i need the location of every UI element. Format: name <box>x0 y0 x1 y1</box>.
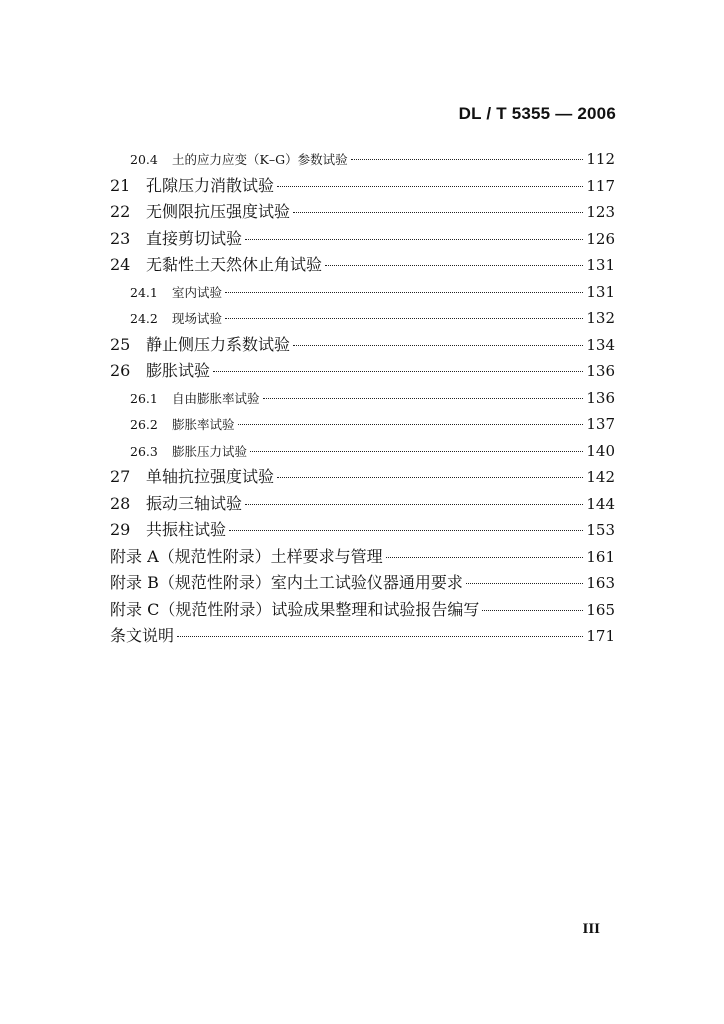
toc-entry-page: 131 <box>586 256 615 274</box>
toc-entry-page: 165 <box>586 600 615 619</box>
toc-entry-page: 140 <box>586 441 615 460</box>
toc-entry-title: 自由膨胀率试验 <box>172 390 260 406</box>
toc-entry-title: 室内试验 <box>172 284 223 300</box>
appendix-label: 附录 A（规范性附录） <box>110 546 271 566</box>
dot-leader <box>245 239 583 240</box>
toc-entry-page: 136 <box>586 388 615 407</box>
toc-entry-number: 21 <box>110 175 131 195</box>
toc-entry-title: 直接剪切试验 <box>146 228 243 248</box>
toc-entry-title: 单轴抗拉强度试验 <box>146 467 275 486</box>
toc-entry[interactable] <box>110 438 615 465</box>
dot-leader <box>466 583 583 584</box>
toc-entry-page: 161 <box>586 547 615 566</box>
toc-entry-title: 膨胀压力试验 <box>172 443 248 459</box>
toc-entry-page: 144 <box>586 494 615 513</box>
toc-entry-title: 无黏性土天然休止角试验 <box>146 255 323 274</box>
appendix-title: 试验成果整理和试验报告编写 <box>271 599 480 619</box>
toc-entry-page: 142 <box>586 468 615 486</box>
toc-entry[interactable] <box>110 173 615 200</box>
toc-entry-page: 117 <box>586 176 615 195</box>
toc-entry-number: 28 <box>110 493 131 513</box>
toc-entry-title: 孔隙压力消散试验 <box>146 175 275 195</box>
dot-leader <box>386 557 584 558</box>
dot-leader <box>225 292 583 293</box>
toc-entry[interactable] <box>110 226 615 253</box>
toc-entry-title: 振动三轴试验 <box>146 493 243 513</box>
toc-entry-number: 27 <box>110 467 131 486</box>
toc-entry[interactable] <box>110 252 615 279</box>
toc-entry[interactable] <box>110 305 615 332</box>
toc-appendix-a[interactable] <box>110 544 615 571</box>
dot-leader <box>351 159 584 160</box>
toc-entry-title: 现场试验 <box>172 311 223 326</box>
toc-entry-title: 无侧限抗压强度试验 <box>146 202 291 221</box>
toc-entry[interactable] <box>110 358 615 385</box>
toc-entry-title: 共振柱试验 <box>146 520 227 539</box>
toc-entry[interactable] <box>110 411 615 438</box>
toc-entry-page: 137 <box>586 415 615 433</box>
toc-entry[interactable] <box>110 491 615 518</box>
toc-entry-number: 23 <box>110 228 131 248</box>
toc-entry-page: 171 <box>586 627 615 645</box>
toc-entry-page: 153 <box>586 521 615 539</box>
dot-leader <box>229 530 583 531</box>
toc-entry[interactable] <box>110 279 615 306</box>
toc-entry-page: 126 <box>586 229 615 248</box>
page-number: III <box>582 921 600 937</box>
toc-entry-page: 112 <box>586 150 615 168</box>
toc-entry-page: 123 <box>586 203 615 221</box>
dot-leader <box>293 212 583 213</box>
dot-leader <box>238 424 584 425</box>
toc-entry-page: 131 <box>586 282 615 301</box>
explanation-title: 条文说明 <box>110 626 175 645</box>
dot-leader <box>250 451 583 452</box>
dot-leader <box>263 398 584 399</box>
toc-entry[interactable] <box>110 385 615 412</box>
toc-entry-number: 24.2 <box>130 311 158 326</box>
dot-leader <box>325 265 583 266</box>
toc-entry-number: 26.2 <box>130 417 158 432</box>
toc-entry[interactable] <box>110 146 615 173</box>
dot-leader <box>245 504 583 505</box>
toc-entry-number: 29 <box>110 520 131 539</box>
toc-entry-number: 24 <box>110 255 131 274</box>
dot-leader <box>482 610 583 611</box>
toc-appendix-b[interactable] <box>110 570 615 597</box>
toc-entry-number: 26 <box>110 361 131 380</box>
toc-entry[interactable] <box>110 464 615 491</box>
toc-entry-number: 26.1 <box>130 390 158 406</box>
toc-entry-title: 静止侧压力系数试验 <box>146 334 291 354</box>
dot-leader <box>293 345 583 346</box>
toc-appendix-c[interactable] <box>110 597 615 624</box>
toc-entry-title: 膨胀试验 <box>146 361 211 380</box>
dot-leader <box>213 371 583 372</box>
dot-leader <box>225 318 583 319</box>
toc-entry-page: 136 <box>586 362 615 380</box>
dot-leader <box>177 636 583 637</box>
toc-explanation[interactable] <box>110 623 615 650</box>
toc-entry-number: 25 <box>110 334 131 354</box>
toc-entry[interactable] <box>110 199 615 226</box>
toc-entry-page: 163 <box>586 574 615 592</box>
toc-entry-title: 土的应力应变（K–G）参数试验 <box>172 152 348 167</box>
toc-entry-title: 膨胀率试验 <box>172 417 235 432</box>
dot-leader <box>277 186 583 187</box>
toc-entry-number: 20.4 <box>130 152 158 167</box>
appendix-label: 附录 C（规范性附录） <box>110 599 272 619</box>
document-code: DL / T 5355 — 2006 <box>458 104 616 123</box>
toc-entry-page: 132 <box>586 309 615 327</box>
appendix-title: 土样要求与管理 <box>270 546 383 566</box>
toc-entry-page: 134 <box>586 335 615 354</box>
table-of-contents <box>110 146 615 650</box>
toc-entry-number: 26.3 <box>130 443 158 459</box>
toc-entry[interactable] <box>110 332 615 359</box>
toc-entry-number: 22 <box>110 202 131 221</box>
appendix-title: 室内土工试验仪器通用要求 <box>270 573 463 592</box>
dot-leader <box>277 477 583 478</box>
toc-entry[interactable] <box>110 517 615 544</box>
toc-entry-number: 24.1 <box>130 284 158 300</box>
appendix-label: 附录 B（规范性附录） <box>110 573 271 592</box>
